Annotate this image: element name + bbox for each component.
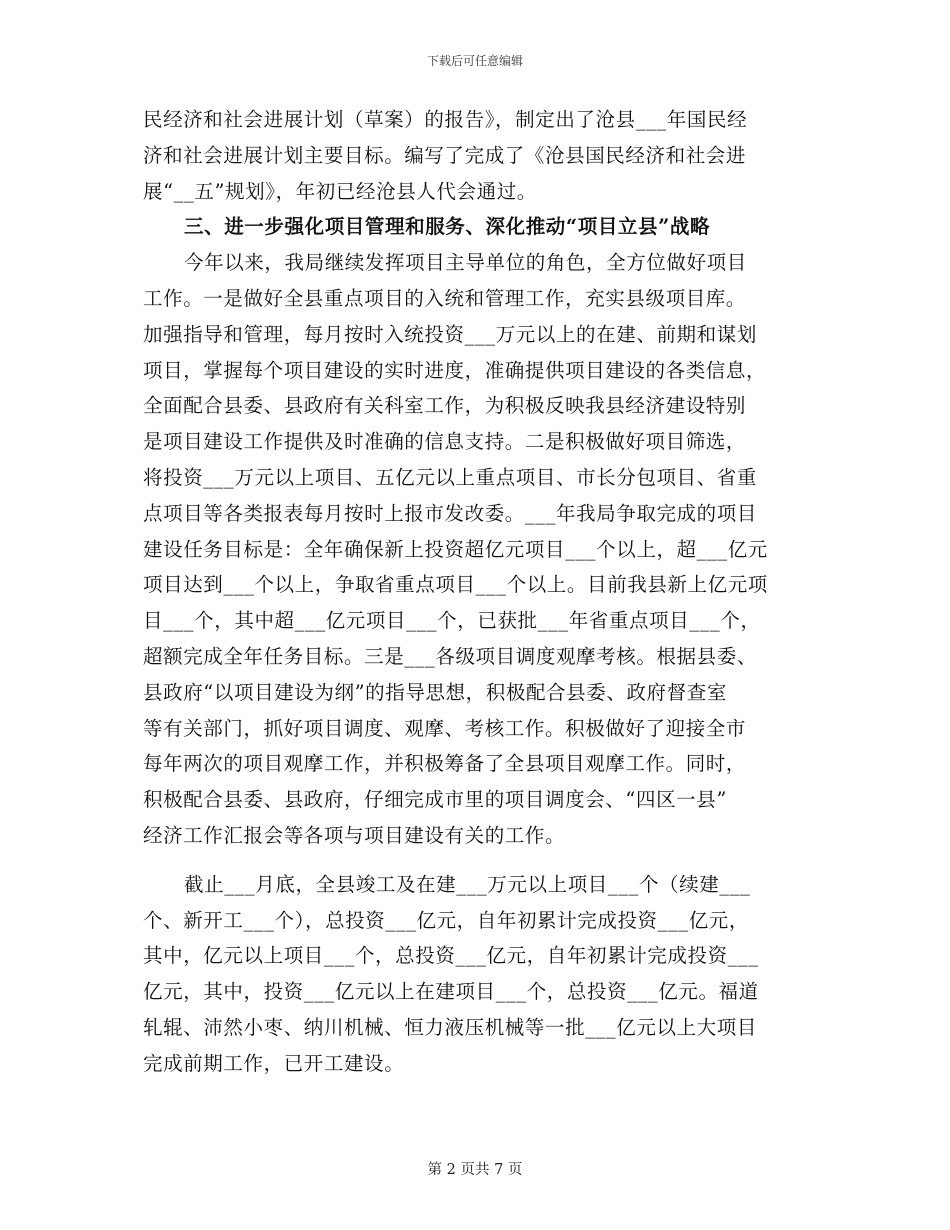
text-line: 济和社会进展计划主要目标。编写了完成了《沧县国民经济和社会进 [143,143,747,167]
text-line: 建设任务目标是：全年确保新上投资超亿元项目___个以上，超___亿元 [143,537,768,561]
text-line: 轧辊、沛然小枣、纳川机械、恒力液压机械等一批___亿元以上大项目 [143,1015,757,1039]
text-line: 民经济和社会进展计划（草案）的报告》，制定出了沧县___年国民经 [143,108,748,131]
section-heading-text: 三、进一步强化项目管理和服务、深化推动“项目立县”战略 [184,215,711,239]
document-body [143,102,808,1082]
text-line: 展“__五”规划》，年初已经沧县人代会通过。 [143,179,537,203]
text-line: 完成前期工作，已开工建设。 [143,1051,405,1075]
text-line: 将投资___万元以上项目、五亿元以上重点项目、市长分包项目、省重 [143,465,757,489]
text-line: 工作。一是做好全县重点项目的入统和管理工作，充实县级项目库。 [143,286,747,310]
text-line: 等有关部门，抓好项目调度、观摩、考核工作。积极做好了迎接全市 [143,716,747,740]
text-line: 积极配合县委、县政府，仔细完成市里的项目调度会、“四区一县” [143,788,727,812]
section-heading [143,209,808,245]
text-line: 项目达到___个以上，争取省重点项目___个以上。目前我县新上亿元项 [143,573,768,597]
paragraph-gap [143,854,808,867]
text-line: 是项目建设工作提供及时准确的信息支持。二是积极做好项目筛选， [143,430,747,454]
text-line: 加强指导和管理，每月按时入统投资___万元以上的在建、前期和谋划 [143,322,757,346]
page-header: 下载后可任意编辑 [426,54,523,68]
paragraph-2 [143,245,808,854]
text-line: 超额完成全年任务目标。三是___各级项目调度观摩考核。根据县委、 [143,644,757,668]
page-footer: 第 2 页共 7 页 [427,1162,523,1178]
text-line: 全面配合县委、县政府有关科室工作，为积极反映我县经济建设特别 [143,394,747,418]
paragraph-3 [143,867,808,1082]
text-line: 经济工作汇报会等各项与项目建设有关的工作。 [143,823,566,847]
text-line: 每年两次的项目观摩工作，并积极筹备了全县项目观摩工作。同时， [143,752,747,776]
text-line: 个、新开工___个），总投资___亿元，自年初累计完成投资___亿元， [143,908,750,932]
text-line: 截止___月底，全县竣工及在建___万元以上项目___个（续建___ [184,872,751,896]
text-line: 亿元，其中，投资___亿元以上在建项目___个，总投资___亿元。福道 [143,980,759,1004]
text-line: 目___个，其中超___亿元项目___个，已获批___年省重点项目___个， [143,609,761,633]
text-line: 项目，掌握每个项目建设的实时进度，准确提供项目建设的各类信息， [143,358,767,382]
text-line: 其中，亿元以上项目___个，总投资___亿元，自年初累计完成投资___ [143,944,759,968]
paragraph-1 [143,102,808,209]
text-line: 点项目等各类报表每月按时上报市发改委。___年我局争取完成的项目 [143,501,757,525]
text-line: 今年以来，我局继续发挥项目主导单位的角色，全方位做好项目 [184,251,747,275]
text-line: 县政府“以项目建设为纲”的指导思想，积极配合县委、政府督查室 [143,680,727,704]
